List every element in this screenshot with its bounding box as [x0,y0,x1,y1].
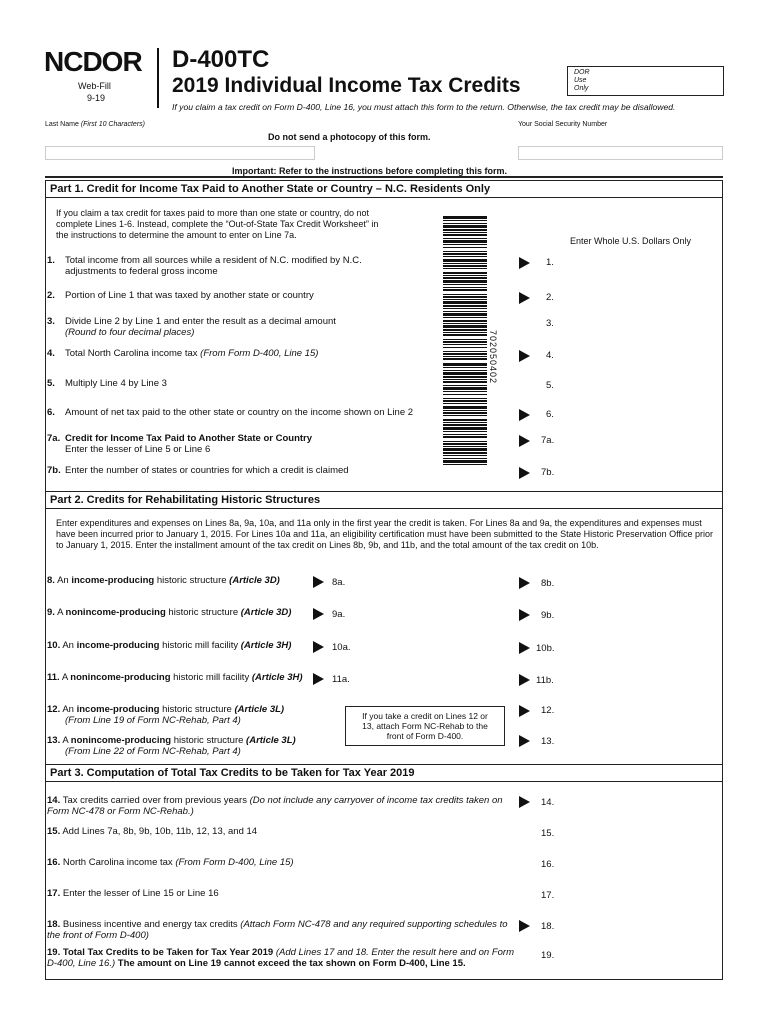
barcode-bar [443,225,487,228]
line-2-label: 2. [546,292,554,303]
line-6-arrow [519,409,530,421]
barcode-bar [443,452,487,454]
line-18-field[interactable] [562,918,720,935]
line-7b-arrow [519,467,530,479]
line-10b-arrow [519,642,530,654]
line-17-field[interactable] [562,887,720,904]
line-11a-field[interactable] [355,670,510,687]
barcode-bar [443,460,487,463]
line-14-label: 14. [541,797,555,808]
line-6-label: 6. [546,409,554,420]
barcode-bar [443,376,487,378]
line-12: 12. An income-producing historic structure (Article 3L) (From Line 19 of Form NC-Rehab, Part 4) [47,704,285,726]
line-4-arrow [519,350,530,362]
barcode-bar [443,223,487,224]
barcode-bar [443,370,487,371]
barcode-bar [443,458,487,459]
line-14: 14. Tax credits carried over from previous years (Do not include any carryover of income tax credits taken on Form NC-478 or Form NC-Rehab.) [47,795,503,817]
barcode-bar [443,247,487,248]
barcode-bar [443,334,487,336]
line-17-label: 17. [541,890,555,901]
line-1-label: 1. [546,257,554,268]
barcode-bar [443,253,487,255]
barcode [443,216,487,466]
barcode-bar [443,229,487,231]
line-7a-field[interactable] [562,433,720,450]
barcode-bar [443,294,487,295]
barcode-number: 702050402 [488,330,498,385]
line-3-label: 3. [546,318,554,329]
barcode-bar [443,277,487,279]
barcode-bar [443,275,487,276]
barcode-bar [443,296,487,298]
line-15-field[interactable] [562,825,720,842]
line-9a-label: 9a. [332,609,346,620]
line-16-label: 16. [541,859,555,870]
line-13-field[interactable] [560,732,720,749]
barcode-bar [443,391,487,392]
line-19-label: 19. [541,950,555,961]
web-fill-label: Web-Fill [78,81,111,91]
part2-intro: Enter expenditures and expenses on Lines 8a, 9a, 10a, and 11a only in the first year the credit is taken. For Lines 8a and 9a, the expenditures and expenses must have been incurred prior to January 1, 2015. For Lines 10a and 11a, an eligibility certification must have been submitted to the State Historic Preservation Office prior to January 1, 2015. Enter the installment amount of the tax credit on Lines 8b, 9b, and 11b, and the total amount of the tax credit on 10b. [56,518,714,550]
line-18-arrow [519,920,530,932]
barcode-bar [443,448,487,451]
line-5: 5. Multiply Line 4 by Line 3 [47,378,167,389]
barcode-bar [443,299,487,300]
barcode-bar [443,311,487,312]
barcode-bar [443,220,487,221]
ncdor-logo: NCDOR [44,46,142,77]
line-13: 13. A nonincome-producing historic structure (Article 3L) (From Line 22 of Form NC-Rehab, Part 4) [47,735,296,757]
barcode-bar [443,301,487,304]
line-10b-field[interactable] [562,639,720,656]
part3-title: Part 3. Computation of Total Tax Credits to be Taken for Tax Year 2019 [45,764,723,782]
barcode-bar [443,339,487,340]
line-1-field[interactable] [562,255,720,272]
line-9b-arrow [519,609,530,621]
barcode-bar [443,347,487,348]
barcode-bar [443,317,487,318]
line-18-label: 18. [541,921,555,932]
barcode-bar [443,240,487,243]
line-7a-label: 7a. [541,435,555,446]
line-14-field[interactable] [562,794,720,811]
barcode-bar [443,256,487,257]
top-rule [45,176,723,178]
barcode-bar [443,464,487,465]
line-3-field[interactable] [562,316,720,333]
attach-notice: If you claim a tax credit on Form D-400, Line 16, you must attach this form to the return. Otherwise, the tax credit may be disallowed. [172,102,676,112]
line-4-label: 4. [546,350,554,361]
line-12-arrow [519,705,530,717]
barcode-bar [443,358,487,360]
barcode-bar [443,259,487,262]
nc-rehab-note: If you take a credit on Lines 12 or 13, attach Form NC-Rehab to the front of Form D-400. [345,706,505,746]
last-name-field[interactable] [45,146,315,160]
part1-title: Part 1. Credit for Income Tax Paid to Another State or Country – N.C. Residents Only [45,180,723,198]
barcode-bar [443,280,487,283]
line-13-arrow [519,735,530,747]
barcode-bar [443,455,487,456]
barcode-bar [443,351,487,352]
barcode-bar [443,406,487,409]
part2-title: Part 2. Credits for Rehabilitating Historic Structures [45,491,723,509]
line-8a-label: 8a. [332,577,346,588]
barcode-bar [443,329,487,331]
barcode-bar [443,379,487,380]
line-9a-arrow [313,608,324,620]
line-9b-field[interactable] [562,606,720,623]
line-15-label: 15. [541,828,555,839]
barcode-bar [443,410,487,411]
important-notice: Important: Refer to the instructions before completing this form. [232,166,508,176]
barcode-bar [443,232,487,233]
line-6: 6. Amount of net tax paid to the other state or country on the income shown on Line 2 [47,407,414,418]
line-19: 19. Total Tax Credits to be Taken for Tax Year 2019 (Add Lines 17 and 18. Enter the result here and on Form D-400, Line 16.) The amount on Line 19 cannot exceed the tax shown on Form D-400, Line 15. [47,947,514,969]
barcode-bar [443,263,487,264]
line-11a-label: 11a. [332,674,350,685]
line-2-field[interactable] [562,290,720,307]
barcode-bar [443,238,487,239]
line-8: 8. An income-producing historic structure (Article 3D) [47,575,280,586]
barcode-bar [443,265,487,267]
barcode-bar [443,363,487,366]
barcode-bar [443,446,487,447]
line-1-arrow [519,257,530,269]
line-10a-label: 10a. [332,642,351,653]
line-8b-field[interactable] [562,574,720,591]
barcode-bar [443,394,487,395]
line-10a-field[interactable] [355,638,510,655]
line-7a: 7a. Credit for Income Tax Paid to Another State or Country Enter the lesser of Line 5 or Line 6 [47,433,313,455]
version-label: 9-19 [87,93,106,103]
line-14-arrow [519,796,530,808]
barcode-bar [443,308,487,309]
line-2: 2. Portion of Line 1 that was taxed by another state or country [47,290,314,301]
line-4-field[interactable] [562,348,720,365]
barcode-bar [443,436,487,438]
barcode-bar [443,353,487,355]
barcode-bar [443,415,487,416]
line-10: 10. An income-producing historic mill facility (Article 3H) [47,640,292,651]
line-7b: 7b. Enter the number of states or countries for which a credit is claimed [47,465,349,476]
line-6-field[interactable] [562,407,720,424]
line-11b-field[interactable] [562,671,720,688]
whole-dollars-label: Enter Whole U.S. Dollars Only [570,236,692,246]
barcode-bar [443,422,487,423]
barcode-bar [443,287,487,288]
line-8a-arrow [313,576,324,588]
last-name-label: Last Name (First 10 Characters) [45,121,145,128]
barcode-bar [443,419,487,421]
line-12-field[interactable] [560,702,720,719]
barcode-bar [443,381,487,383]
barcode-bar [443,441,487,442]
barcode-bar [443,272,487,274]
barcode-bar [443,268,487,269]
line-8b-arrow [519,577,530,589]
barcode-bar [443,387,487,390]
line-12-label: 12. [541,705,555,716]
barcode-bar [443,385,487,386]
line-7a-arrow [519,435,530,447]
line-11b-arrow [519,674,530,686]
line-5-field[interactable] [562,378,720,395]
barcode-bar [443,216,487,219]
line-1: 1. Total income from all sources while a resident of N.C. modified by N.C. adjustments to federal gross income [47,255,362,277]
barcode-bar [443,398,487,399]
line-3: 3. Divide Line 2 by Line 1 and enter the result as a decimal amount (Round to four decimal places) [47,316,336,338]
line-11b-label: 11b. [536,675,554,686]
line-4: 4. Total North Carolina income tax (From Form D-400, Line 15) [47,348,319,359]
barcode-bar [443,320,487,322]
barcode-bar [443,424,487,426]
barcode-bar [443,251,487,252]
line-15: 15. Add Lines 7a, 8b, 9b, 10b, 11b, 12, 13, and 14 [47,826,258,837]
barcode-bar [443,332,487,333]
line-11a-arrow [313,673,324,685]
line-10a-arrow [313,641,324,653]
ssn-label: Your Social Security Number [518,121,608,128]
line-19-field[interactable] [560,946,720,963]
barcode-bar [443,305,487,307]
line-5-label: 5. [546,380,554,391]
line-11: 11. A nonincome-producing historic mill facility (Article 3H) [47,672,303,683]
dor-use-box: DOR Use Only [567,66,724,96]
barcode-bar [443,443,487,445]
barcode-bar [443,325,487,328]
barcode-bar [443,434,487,435]
barcode-bar [443,289,487,291]
barcode-bar [443,234,487,236]
line-16: 16. North Carolina income tax (From Form D-400, Line 15) [47,857,294,868]
form-id: D-400TC [172,46,270,73]
barcode-bar [443,244,487,245]
header-divider [157,48,159,108]
line-10b-label: 10b. [536,643,555,654]
line-2-arrow [519,292,530,304]
barcode-bar [443,323,487,324]
line-13-label: 13. [541,736,555,747]
barcode-bar [443,431,487,432]
barcode-bar [443,427,487,430]
line-18: 18. Business incentive and energy tax credits (Attach Form NC-478 and any required supporting schedules to the front of Form D-400) [47,919,508,941]
barcode-bar [443,344,487,345]
barcode-bar [443,356,487,357]
line-8b-label: 8b. [541,578,555,589]
line-17: 17. Enter the lesser of Line 15 or Line 16 [47,888,219,899]
line-9b-label: 9b. [541,610,555,621]
barcode-bar [443,400,487,402]
barcode-bar [443,372,487,375]
line-7b-field[interactable] [562,465,720,482]
barcode-bar [443,403,487,404]
barcode-bar [443,341,487,343]
line-9a-field[interactable] [355,605,510,622]
barcode-bar [443,284,487,285]
line-16-field[interactable] [562,856,720,873]
no-photocopy-notice: Do not send a photocopy of this form. [268,132,431,142]
form-title: 2019 Individual Income Tax Credits [172,74,521,97]
ssn-field[interactable] [518,146,723,160]
barcode-bar [443,313,487,316]
line-8a-field[interactable] [355,573,510,590]
part1-intro: If you claim a tax credit for taxes paid to more than one state or country, do not complete Lines 1-6. Instead, complete the “Out-of-State Tax Credit Worksheet” in the instructions to determine the amount to enter on Line 7a. [56,208,379,240]
barcode-bar [443,412,487,414]
line-9: 9. A nonincome-producing historic structure (Article 3D) [47,607,292,618]
line-7b-label: 7b. [541,467,555,478]
barcode-bar [443,367,487,368]
